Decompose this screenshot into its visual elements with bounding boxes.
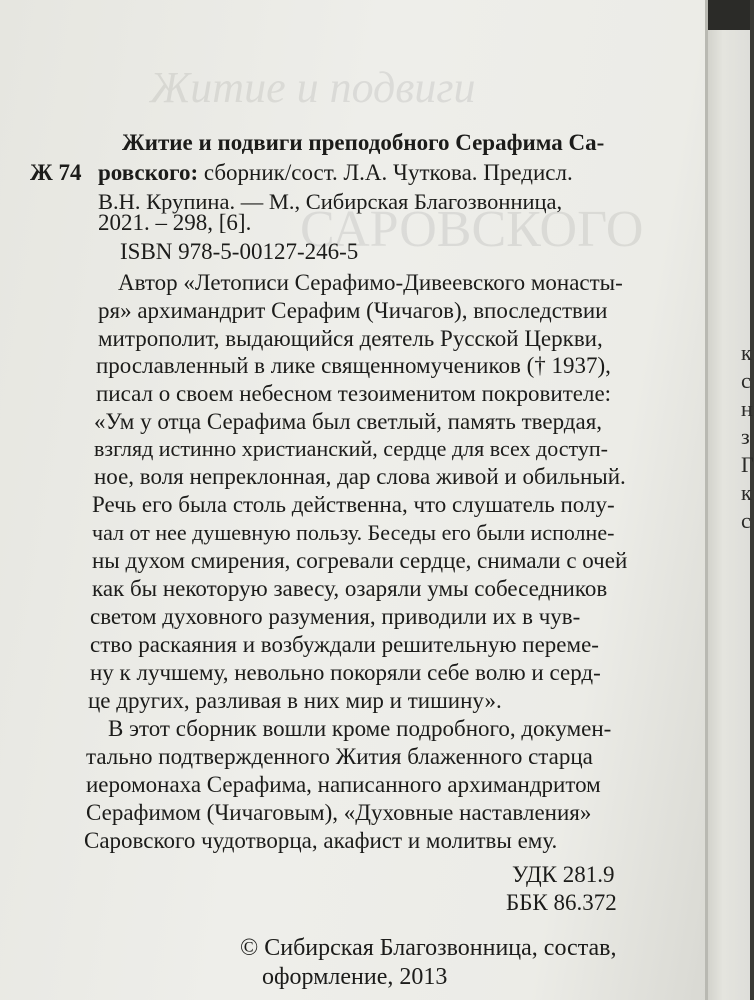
catalog-title-line-4 <box>98 210 251 236</box>
copyright-line-2: оформление, 2013 <box>262 964 448 990</box>
annotation-line: ря» архимандрит Серафим (Чичагов), впоследствии <box>98 298 608 323</box>
annotation-line: митрополит, выдающийся деятель Русской Церкви, <box>98 326 603 351</box>
annotation-line: светом духовного разумения, приводили их в чув- <box>90 604 581 629</box>
annotation-line: чал от нее душевную пользу. Беседы его были исполне- <box>92 520 615 545</box>
annotation-line: В этот сборник вошли кроме подробного, докумен- <box>108 716 612 741</box>
annotation-line: Автор «Летописи Серафимо-Дивеевского монасты- <box>118 270 623 295</box>
bbk-code: ББК 86.372 <box>506 890 617 915</box>
isbn: ISBN 978-5-00127-246-5 <box>120 239 359 264</box>
annotation-line: «Ум у отца Серафима был светлый, память твердая, <box>94 409 603 434</box>
background-corner <box>705 0 750 30</box>
adjacent-letter: к <box>741 340 752 365</box>
catalog-code: Ж 74 <box>30 160 82 185</box>
catalog-title-rest-3: В.Н. Крупина. — М., Сибирская Благозвонница, <box>98 189 563 214</box>
annotation-line: прославленный в лике священномучеников († 1937), <box>96 353 611 378</box>
adjacent-letter: с <box>741 508 751 533</box>
page-edge <box>705 0 708 1000</box>
catalog-title-rest-2: сборник/сост. Л.А. Чуткова. Предисл. <box>198 160 573 185</box>
catalog-title-bold-1: Житие и подвиги преподобного Серафима Са- <box>122 130 605 155</box>
udk-code: УДК 281.9 <box>512 862 615 887</box>
show-through-title: Житие и подвиги <box>150 63 476 112</box>
catalog-title-rest-4: 2021. – 298, [6]. <box>98 210 252 235</box>
annotation-line: це других, разливая в них мир и тишину». <box>88 688 502 713</box>
adjacent-letter: Г <box>741 452 754 477</box>
annotation-line: как бы некоторую завесу, озаряли умы собеседников <box>92 576 608 601</box>
annotation-line: писал о своем небесном тезоименитом покровителе: <box>96 381 612 406</box>
adjacent-letter: к <box>741 480 752 505</box>
catalog-title-line-1 <box>122 130 604 156</box>
annotation-line: Серафимом (Чичаговым), «Духовные наставления» <box>86 800 592 825</box>
adjacent-letter: н <box>741 396 753 421</box>
adjacent-letter: з <box>741 424 750 449</box>
annotation-line: Речь его была столь действенна, что слушатель полу- <box>92 492 615 517</box>
annotation-line: ство раскаяния и возбуждали решительную переме- <box>90 632 599 657</box>
adjacent-letter: с <box>741 368 751 393</box>
adjacent-page <box>705 0 754 1000</box>
catalog-title-line-2 <box>98 160 573 186</box>
annotation-line: взгляд истинно христианский, сердце для всех доступ- <box>94 436 608 461</box>
copyright-line-1: © Сибирская Благозвонница, состав, <box>240 935 617 961</box>
annotation-line: ны духом смирения, согревали сердце, снимали с очей <box>92 548 628 573</box>
annotation-line: ну к лучшему, невольно покоряли себе волю и серд- <box>90 660 601 685</box>
annotation-line: ное, воля непреклонная, дар слова живой и обильный. <box>94 464 626 489</box>
annotation-line: Саровского чудотворца, акафист и молитвы ему. <box>84 828 558 853</box>
annotation-line: тально подтвержденного Жития блаженного старца <box>86 744 593 769</box>
annotation-line: иеромонаха Серафима, написанного архимандритом <box>86 772 601 797</box>
catalog-title-bold-2: ровского: <box>98 160 199 185</box>
show-through-subtitle: САРОВСКОГО <box>300 201 644 258</box>
